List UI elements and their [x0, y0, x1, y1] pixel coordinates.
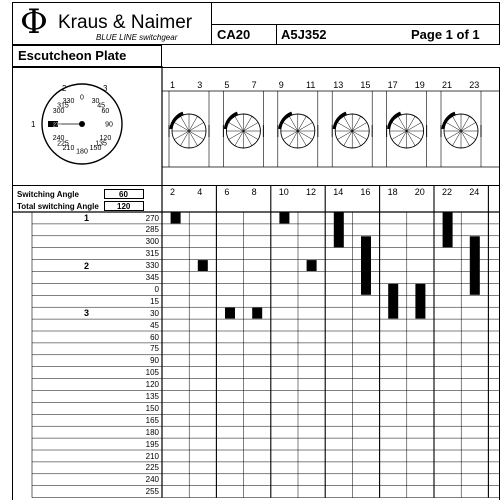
switch-position-label: 3: [84, 308, 90, 319]
terminal-label-bottom: 12: [306, 187, 317, 197]
angle-row-label: 45: [150, 320, 159, 330]
terminal-label-top: 13: [333, 80, 344, 90]
contact-diagram: [162, 75, 500, 185]
terminal-label-bottom: 20: [414, 187, 425, 197]
terminal-label-bottom: 2: [170, 187, 176, 197]
terminal-label-top: 11: [306, 80, 316, 90]
angle-row-label: 75: [150, 344, 159, 354]
dial-angle-label: 150: [89, 144, 102, 152]
cam-contact-6: [441, 91, 481, 167]
terminal-label-top: 5: [224, 80, 230, 90]
dial-angle-label: 60: [101, 108, 110, 115]
dial-angle-label: 45: [97, 102, 105, 110]
cam-contact-5: [387, 91, 427, 167]
terminal-label-bottom: 18: [387, 187, 398, 197]
dial-angle-label: 225: [57, 140, 69, 148]
angle-row-label: 150: [145, 403, 159, 413]
dial-angle-label: 210: [62, 144, 75, 152]
terminal-label-bottom: 10: [278, 187, 289, 197]
dial-angle-label: 180: [76, 148, 88, 156]
angle-row-label: 315: [145, 249, 159, 259]
terminal-label-bottom: 24: [469, 187, 480, 197]
angle-row-label: 300: [145, 237, 159, 247]
dial-angle-label: 30: [91, 98, 100, 106]
terminal-label-top: 21: [442, 80, 453, 90]
terminal-label-top: 23: [469, 80, 480, 90]
escutcheon-dial: [20, 78, 140, 168]
switch-position-label: 1: [84, 213, 90, 223]
angle-row-label: 225: [145, 463, 159, 473]
angle-row-label: 120: [145, 380, 159, 390]
terminal-label-top: 17: [387, 80, 398, 90]
terminal-label-top: 1: [170, 80, 176, 90]
angle-row-label: 90: [150, 356, 159, 366]
logo-symbol: Φ: [20, 2, 48, 42]
header-divider-v2: [276, 24, 277, 45]
dial-position-2: 2: [62, 84, 67, 93]
escutcheon-title: Escutcheon Plate: [18, 48, 127, 63]
dial-angle-label: 135: [95, 140, 107, 148]
angle-row-label: 210: [145, 451, 159, 461]
dial-angle-label: 90: [105, 121, 113, 129]
angle-row-label: 30: [150, 308, 159, 318]
dial-angle-label: 0: [80, 94, 84, 102]
angle-row-label: 180: [145, 427, 159, 437]
terminal-label-bottom: 22: [442, 187, 453, 197]
dial-angle-label: 240: [52, 135, 65, 142]
terminal-label-top: 19: [414, 80, 425, 90]
angle-row-label: 330: [145, 261, 159, 271]
terminal-label-top: 3: [197, 80, 203, 90]
angle-row-label: 105: [145, 368, 159, 378]
cam-contact-4: [332, 91, 372, 167]
angle-row-label: 195: [145, 439, 159, 449]
terminal-label-bottom: 8: [251, 187, 257, 197]
cam-contact-2: [223, 91, 263, 167]
brand-tagline: BLUE LINE switchgear: [96, 33, 178, 42]
terminal-label-bottom: 16: [360, 187, 371, 197]
brand-name: Kraus & Naimer: [58, 12, 193, 33]
angle-row-label: 285: [145, 225, 159, 235]
angle-row-label: 165: [145, 415, 159, 425]
angle-row-label: 270: [145, 213, 159, 223]
terminal-label-bottom: 6: [224, 187, 230, 197]
angle-row-label: 15: [150, 296, 159, 306]
dial-angle-label: 315: [57, 102, 69, 110]
dial-handle-text: 270: [53, 122, 62, 129]
page-number: Page 1 of 1: [411, 27, 480, 42]
angle-row-label: 345: [145, 273, 159, 282]
terminal-label-bottom: 4: [197, 187, 203, 197]
angle-row-label: 0: [154, 284, 159, 294]
dial-position-1: 1: [31, 120, 36, 129]
cam-contact-3: [278, 91, 318, 167]
terminal-label-top: 9: [278, 80, 284, 90]
switching-angle-value: 60: [119, 190, 128, 199]
angle-row-label: 135: [145, 392, 159, 401]
terminal-label-bottom: 14: [333, 187, 344, 197]
cam-contact-1: [169, 91, 209, 167]
total-angle-label: Total switching Angle: [17, 202, 99, 211]
dial-angle-label: 300: [52, 108, 65, 115]
product-code: CA20: [217, 27, 251, 42]
angle-row-label: 60: [150, 332, 159, 342]
switch-position-label: 2: [84, 260, 90, 271]
terminal-label-top: 15: [360, 80, 371, 90]
total-angle-value: 120: [117, 202, 131, 211]
angle-row-label: 240: [145, 475, 159, 485]
dial-position-3: 3: [103, 84, 108, 93]
logo-area: [14, 4, 210, 44]
terminal-label-top: 7: [251, 80, 257, 90]
header-divider-h: [211, 24, 500, 25]
switching-angle-label: Switching Angle: [17, 190, 79, 199]
switching-divider: [12, 185, 500, 186]
dial-angle-label: 330: [62, 98, 75, 106]
drawing-code: A5J352: [281, 27, 327, 42]
dial-angle-label: 120: [99, 135, 112, 142]
angle-row-label: 255: [145, 487, 159, 497]
